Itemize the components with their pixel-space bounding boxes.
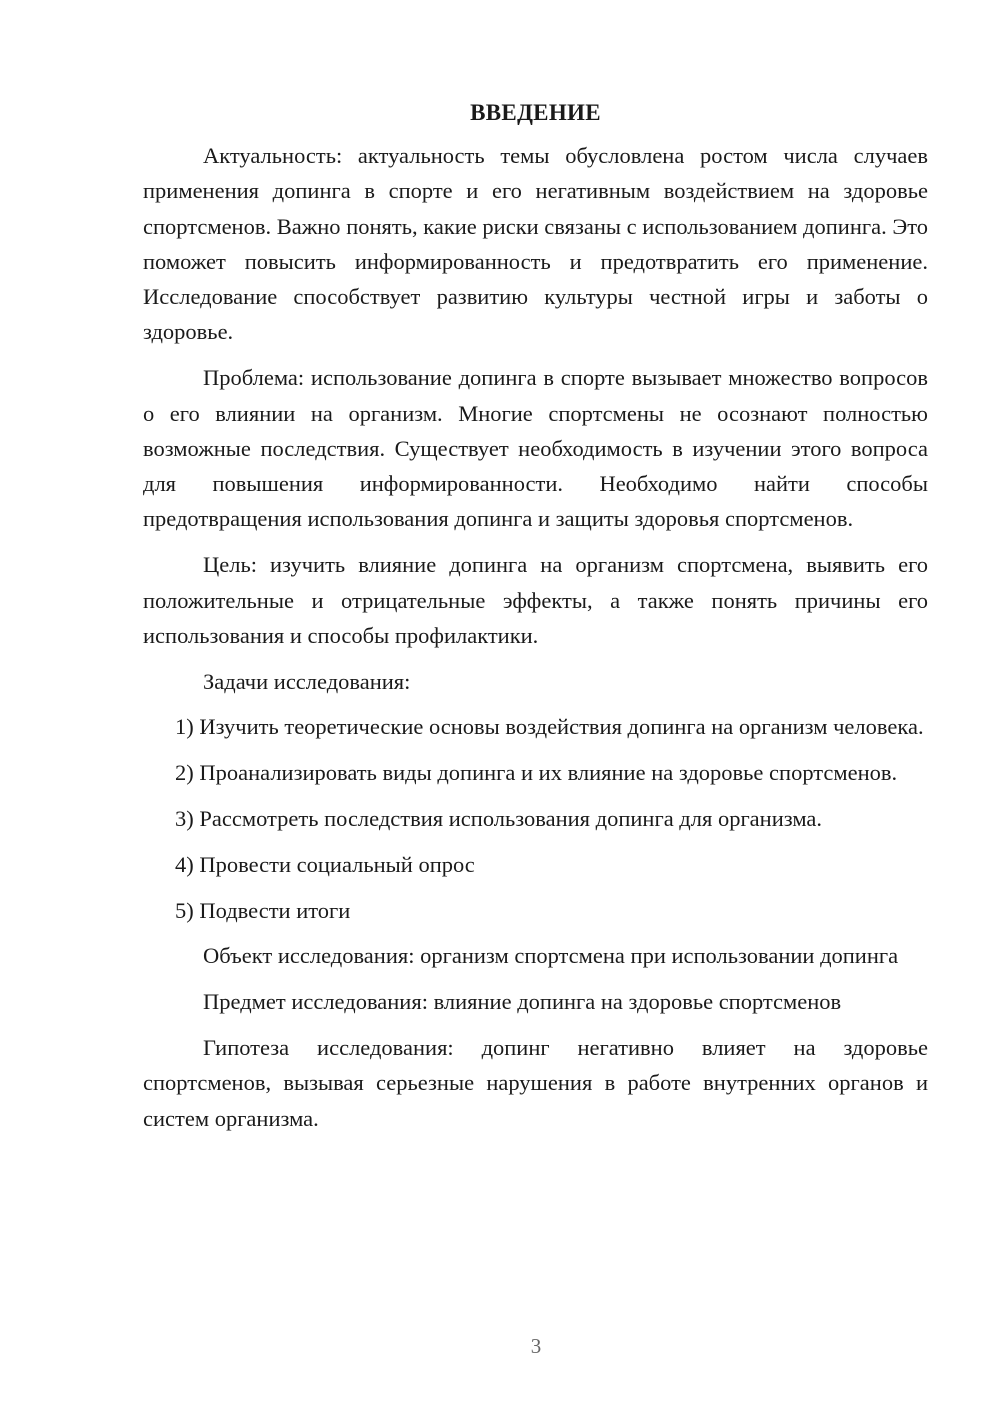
task-item: 1) Изучить теоретические основы воздействия допинга на организм человека. (175, 714, 924, 740)
relevance-paragraph: Актуальность: актуальность темы обусловлена ростом числа случаев применения допинга в спорте и его негативным воздействием на здоровье спортсменов. Важно понять, какие риски связаны с использованием допинга. Это поможет повысить информированность и предотвратить его применение. Исследование способствует развитию культуры честной игры и заботы о здоровье. (143, 143, 928, 345)
object-paragraph: Объект исследования: организм спортсмена при использовании допинга (203, 943, 899, 969)
task-item: 3) Рассмотреть последствия использования допинга для организма. (175, 806, 823, 832)
tasks-heading: Задачи исследования: (203, 668, 411, 694)
page-content (143, 95, 928, 1146)
section-title: ВВЕДЕНИЕ (470, 100, 601, 125)
hypothesis-paragraph: Гипотеза исследования: допинг негативно влияет на здоровье спортсменов, вызывая серьезные нарушения в работе внутренних органов и систем организма. (143, 1035, 928, 1131)
goal-paragraph: Цель: изучить влияние допинга на организм спортсмена, выявить его положительные и отрицательные эффекты, а также понять причины его использования и способы профилактики. (143, 552, 928, 648)
subject-paragraph: Предмет исследования: влияние допинга на здоровье спортсменов (203, 989, 842, 1015)
task-item: 4) Провести социальный опрос (175, 851, 475, 877)
task-item: 2) Проанализировать виды допинга и их влияние на здоровье спортсменов. (175, 760, 898, 786)
task-item: 5) Подвести итоги (175, 897, 351, 923)
problem-paragraph: Проблема: использование допинга в спорте вызывает множество вопросов о его влиянии на организм. Многие спортсмены не осознают полностью возможные последствия. Существует необходимость в изучении этого вопроса для повышения информированности. Необходимо найти способы предотвращения использования допинга и защиты здоровья спортсменов. (143, 365, 928, 532)
page-number: 3 (530, 1334, 542, 1358)
